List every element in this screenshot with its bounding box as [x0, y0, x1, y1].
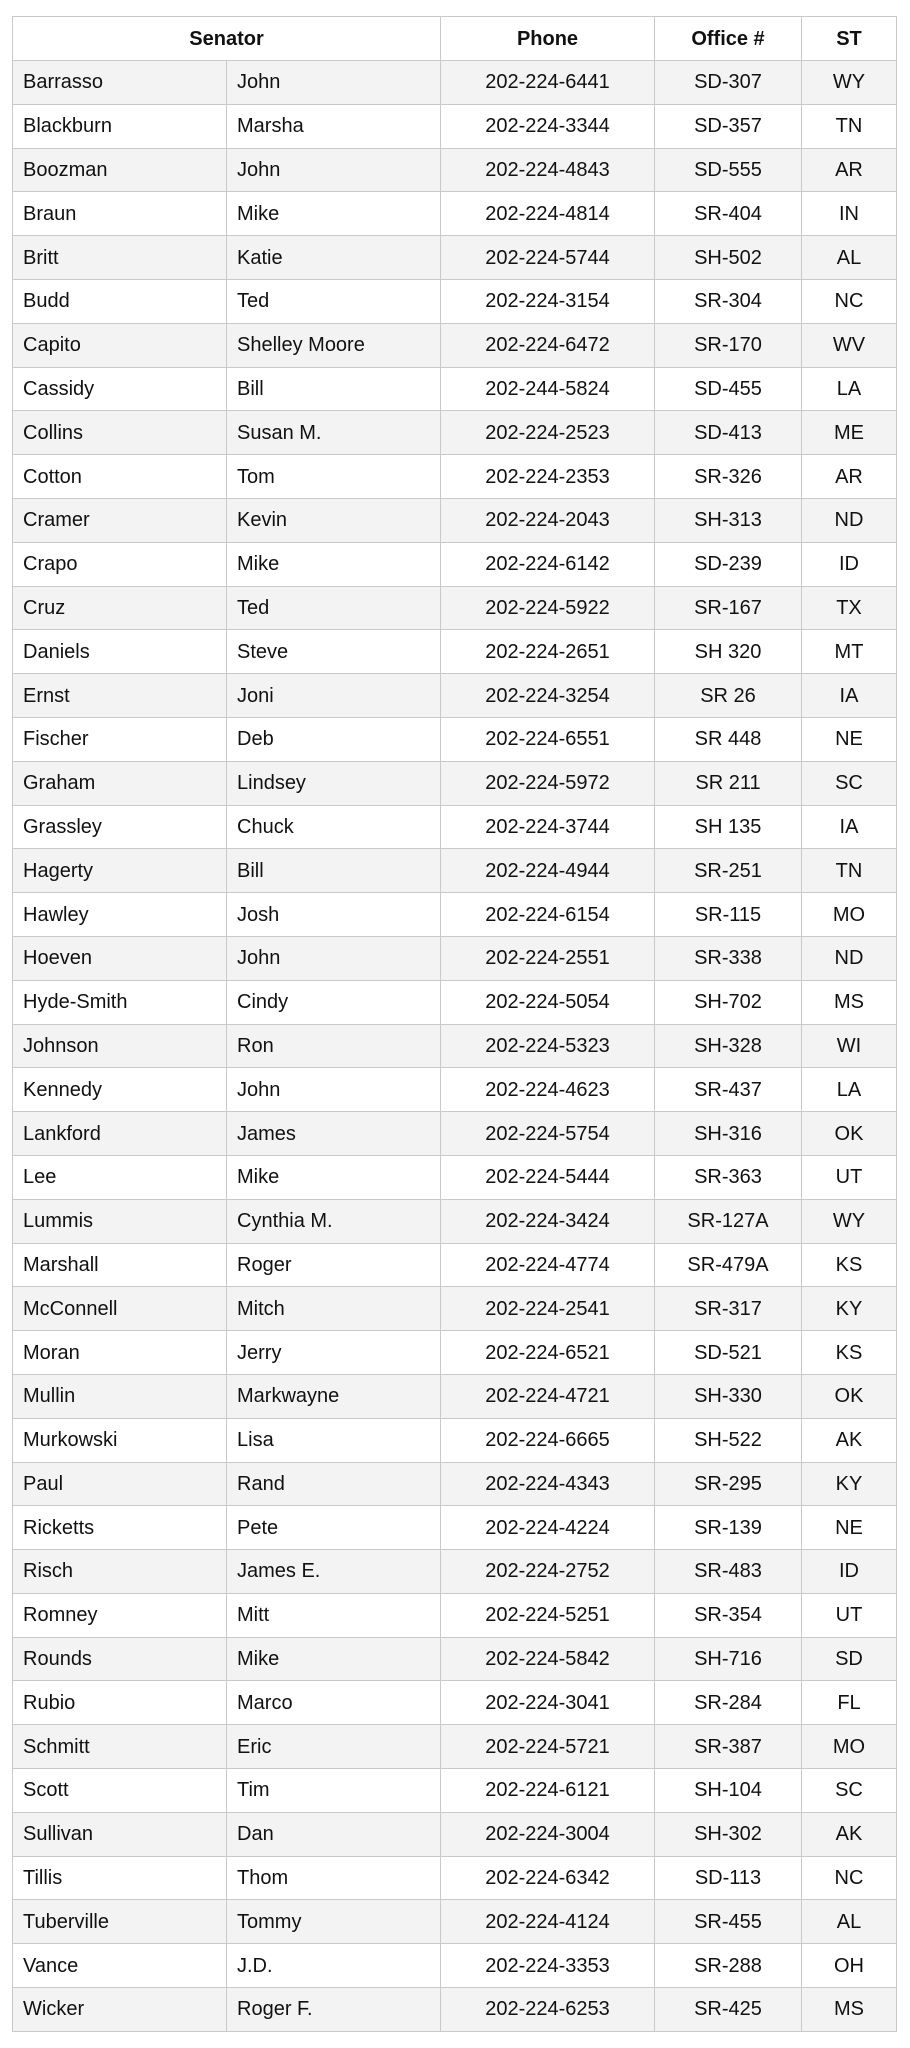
last-name-cell: Lee — [13, 1155, 227, 1199]
first-name-cell: Marsha — [227, 104, 441, 148]
last-name-cell: Mullin — [13, 1374, 227, 1418]
office-cell: SH-104 — [655, 1769, 802, 1813]
last-name-cell: Cassidy — [13, 367, 227, 411]
last-name-cell: Johnson — [13, 1024, 227, 1068]
first-name-cell: Tom — [227, 455, 441, 499]
first-name-cell: Roger — [227, 1243, 441, 1287]
table-row — [13, 1769, 897, 1813]
phone-cell: 202-224-2353 — [441, 455, 655, 499]
table-row — [13, 279, 897, 323]
phone-cell: 202-224-3353 — [441, 1944, 655, 1988]
last-name-cell: Cruz — [13, 586, 227, 630]
last-name-cell: Braun — [13, 192, 227, 236]
last-name-cell: Capito — [13, 323, 227, 367]
office-cell: SH-302 — [655, 1812, 802, 1856]
table-row — [13, 1812, 897, 1856]
table-row — [13, 1374, 897, 1418]
phone-cell: 202-224-5444 — [441, 1155, 655, 1199]
table-row — [13, 849, 897, 893]
office-cell: SH-316 — [655, 1112, 802, 1156]
last-name-cell: Schmitt — [13, 1725, 227, 1769]
table-row — [13, 1725, 897, 1769]
first-name-cell: Eric — [227, 1725, 441, 1769]
office-cell: SH-328 — [655, 1024, 802, 1068]
last-name-cell: Scott — [13, 1769, 227, 1813]
phone-cell: 202-224-3344 — [441, 104, 655, 148]
table-row — [13, 367, 897, 411]
table-row — [13, 936, 897, 980]
office-cell: SR-251 — [655, 849, 802, 893]
state-cell: MT — [802, 630, 897, 674]
header-row — [13, 17, 897, 61]
office-cell: SR-455 — [655, 1900, 802, 1944]
table-row — [13, 1155, 897, 1199]
office-cell: SR 448 — [655, 717, 802, 761]
first-name-cell: Shelley Moore — [227, 323, 441, 367]
office-cell: SD-521 — [655, 1331, 802, 1375]
phone-cell: 202-224-3041 — [441, 1681, 655, 1725]
last-name-cell: Romney — [13, 1593, 227, 1637]
state-cell: KS — [802, 1331, 897, 1375]
state-cell: LA — [802, 367, 897, 411]
state-cell: TX — [802, 586, 897, 630]
header-phone: Phone — [441, 17, 655, 61]
senator-directory — [12, 16, 896, 2032]
office-cell: SR-425 — [655, 1988, 802, 2032]
state-cell: IA — [802, 674, 897, 718]
table-row — [13, 236, 897, 280]
phone-cell: 202-224-6665 — [441, 1418, 655, 1462]
table-row — [13, 1637, 897, 1681]
table-row — [13, 1506, 897, 1550]
last-name-cell: Kennedy — [13, 1068, 227, 1112]
state-cell: SC — [802, 761, 897, 805]
state-cell: IN — [802, 192, 897, 236]
last-name-cell: Blackburn — [13, 104, 227, 148]
table-row — [13, 1243, 897, 1287]
table-row — [13, 1988, 897, 2032]
last-name-cell: Hyde-Smith — [13, 980, 227, 1024]
table-row — [13, 1024, 897, 1068]
senator-table — [12, 16, 897, 2032]
first-name-cell: James E. — [227, 1550, 441, 1594]
office-cell: SD-455 — [655, 367, 802, 411]
last-name-cell: Rounds — [13, 1637, 227, 1681]
first-name-cell: John — [227, 936, 441, 980]
first-name-cell: J.D. — [227, 1944, 441, 1988]
table-row — [13, 192, 897, 236]
first-name-cell: Mike — [227, 1155, 441, 1199]
first-name-cell: John — [227, 1068, 441, 1112]
last-name-cell: Boozman — [13, 148, 227, 192]
office-cell: SR-483 — [655, 1550, 802, 1594]
table-row — [13, 1331, 897, 1375]
table-row — [13, 717, 897, 761]
last-name-cell: Vance — [13, 1944, 227, 1988]
state-cell: IA — [802, 805, 897, 849]
first-name-cell: Cindy — [227, 980, 441, 1024]
last-name-cell: Wicker — [13, 1988, 227, 2032]
first-name-cell: James — [227, 1112, 441, 1156]
state-cell: LA — [802, 1068, 897, 1112]
office-cell: SH-716 — [655, 1637, 802, 1681]
state-cell: ID — [802, 542, 897, 586]
last-name-cell: McConnell — [13, 1287, 227, 1331]
office-cell: SR-288 — [655, 1944, 802, 1988]
first-name-cell: Roger F. — [227, 1988, 441, 2032]
phone-cell: 202-224-5972 — [441, 761, 655, 805]
state-cell: UT — [802, 1155, 897, 1199]
office-cell: SD-357 — [655, 104, 802, 148]
last-name-cell: Rubio — [13, 1681, 227, 1725]
last-name-cell: Paul — [13, 1462, 227, 1506]
first-name-cell: Chuck — [227, 805, 441, 849]
first-name-cell: Kevin — [227, 498, 441, 542]
table-row — [13, 1944, 897, 1988]
phone-cell: 202-224-5922 — [441, 586, 655, 630]
first-name-cell: Mike — [227, 192, 441, 236]
first-name-cell: Bill — [227, 849, 441, 893]
last-name-cell: Crapo — [13, 542, 227, 586]
phone-cell: 202-224-5323 — [441, 1024, 655, 1068]
state-cell: OH — [802, 1944, 897, 1988]
first-name-cell: Cynthia M. — [227, 1199, 441, 1243]
first-name-cell: Dan — [227, 1812, 441, 1856]
phone-cell: 202-224-2541 — [441, 1287, 655, 1331]
first-name-cell: Steve — [227, 630, 441, 674]
first-name-cell: John — [227, 61, 441, 105]
phone-cell: 202-224-2551 — [441, 936, 655, 980]
state-cell: NE — [802, 1506, 897, 1550]
first-name-cell: Markwayne — [227, 1374, 441, 1418]
first-name-cell: Lindsey — [227, 761, 441, 805]
phone-cell: 202-224-4814 — [441, 192, 655, 236]
state-cell: KY — [802, 1462, 897, 1506]
office-cell: SH 135 — [655, 805, 802, 849]
first-name-cell: Rand — [227, 1462, 441, 1506]
phone-cell: 202-224-4343 — [441, 1462, 655, 1506]
last-name-cell: Fischer — [13, 717, 227, 761]
office-cell: SH 320 — [655, 630, 802, 674]
table-row — [13, 1681, 897, 1725]
state-cell: AL — [802, 236, 897, 280]
state-cell: MO — [802, 893, 897, 937]
last-name-cell: Budd — [13, 279, 227, 323]
table-row — [13, 104, 897, 148]
phone-cell: 202-224-3154 — [441, 279, 655, 323]
state-cell: ID — [802, 1550, 897, 1594]
phone-cell: 202-224-3424 — [441, 1199, 655, 1243]
table-row — [13, 586, 897, 630]
first-name-cell: Mike — [227, 542, 441, 586]
office-cell: SR-404 — [655, 192, 802, 236]
state-cell: KY — [802, 1287, 897, 1331]
last-name-cell: Lummis — [13, 1199, 227, 1243]
table-row — [13, 455, 897, 499]
table-body — [13, 61, 897, 2032]
first-name-cell: Thom — [227, 1856, 441, 1900]
state-cell: SD — [802, 1637, 897, 1681]
state-cell: WI — [802, 1024, 897, 1068]
office-cell: SD-239 — [655, 542, 802, 586]
last-name-cell: Ricketts — [13, 1506, 227, 1550]
table-row — [13, 1550, 897, 1594]
office-cell: SH-522 — [655, 1418, 802, 1462]
office-cell: SR-479A — [655, 1243, 802, 1287]
table-row — [13, 323, 897, 367]
state-cell: TN — [802, 104, 897, 148]
first-name-cell: Josh — [227, 893, 441, 937]
state-cell: ME — [802, 411, 897, 455]
state-cell: WY — [802, 1199, 897, 1243]
office-cell: SR-167 — [655, 586, 802, 630]
last-name-cell: Collins — [13, 411, 227, 455]
table-row — [13, 148, 897, 192]
office-cell: SH-330 — [655, 1374, 802, 1418]
state-cell: UT — [802, 1593, 897, 1637]
phone-cell: 202-224-6551 — [441, 717, 655, 761]
table-row — [13, 805, 897, 849]
first-name-cell: Pete — [227, 1506, 441, 1550]
table-row — [13, 630, 897, 674]
first-name-cell: Katie — [227, 236, 441, 280]
first-name-cell: Lisa — [227, 1418, 441, 1462]
last-name-cell: Murkowski — [13, 1418, 227, 1462]
state-cell: WV — [802, 323, 897, 367]
office-cell: SD-413 — [655, 411, 802, 455]
state-cell: MS — [802, 980, 897, 1024]
first-name-cell: Marco — [227, 1681, 441, 1725]
phone-cell: 202-224-4944 — [441, 849, 655, 893]
office-cell: SR-284 — [655, 1681, 802, 1725]
table-row — [13, 61, 897, 105]
state-cell: AR — [802, 148, 897, 192]
state-cell: FL — [802, 1681, 897, 1725]
office-cell: SR-437 — [655, 1068, 802, 1112]
first-name-cell: Bill — [227, 367, 441, 411]
phone-cell: 202-224-6154 — [441, 893, 655, 937]
first-name-cell: John — [227, 148, 441, 192]
first-name-cell: Deb — [227, 717, 441, 761]
office-cell: SR-139 — [655, 1506, 802, 1550]
table-row — [13, 1418, 897, 1462]
phone-cell: 202-244-5824 — [441, 367, 655, 411]
office-cell: SR-354 — [655, 1593, 802, 1637]
phone-cell: 202-224-3744 — [441, 805, 655, 849]
table-row — [13, 1462, 897, 1506]
table-row — [13, 411, 897, 455]
table-row — [13, 542, 897, 586]
last-name-cell: Moran — [13, 1331, 227, 1375]
office-cell: SR-295 — [655, 1462, 802, 1506]
last-name-cell: Tuberville — [13, 1900, 227, 1944]
phone-cell: 202-224-2523 — [441, 411, 655, 455]
table-row — [13, 893, 897, 937]
last-name-cell: Graham — [13, 761, 227, 805]
state-cell: NC — [802, 1856, 897, 1900]
state-cell: SC — [802, 1769, 897, 1813]
table-row — [13, 1900, 897, 1944]
state-cell: OK — [802, 1112, 897, 1156]
first-name-cell: Tim — [227, 1769, 441, 1813]
office-cell: SD-555 — [655, 148, 802, 192]
first-name-cell: Mitt — [227, 1593, 441, 1637]
last-name-cell: Ernst — [13, 674, 227, 718]
office-cell: SR-170 — [655, 323, 802, 367]
header-office: Office # — [655, 17, 802, 61]
state-cell: AK — [802, 1418, 897, 1462]
first-name-cell: Joni — [227, 674, 441, 718]
state-cell: OK — [802, 1374, 897, 1418]
office-cell: SR-326 — [655, 455, 802, 499]
table-row — [13, 674, 897, 718]
phone-cell: 202-224-4124 — [441, 1900, 655, 1944]
office-cell: SR-317 — [655, 1287, 802, 1331]
last-name-cell: Cotton — [13, 455, 227, 499]
state-cell: TN — [802, 849, 897, 893]
phone-cell: 202-224-5842 — [441, 1637, 655, 1681]
table-row — [13, 1593, 897, 1637]
last-name-cell: Lankford — [13, 1112, 227, 1156]
office-cell: SR-127A — [655, 1199, 802, 1243]
last-name-cell: Hagerty — [13, 849, 227, 893]
first-name-cell: Ted — [227, 279, 441, 323]
office-cell: SH-313 — [655, 498, 802, 542]
last-name-cell: Hoeven — [13, 936, 227, 980]
header-state: ST — [802, 17, 897, 61]
table-row — [13, 498, 897, 542]
last-name-cell: Cramer — [13, 498, 227, 542]
first-name-cell: Ron — [227, 1024, 441, 1068]
table-row — [13, 980, 897, 1024]
table-row — [13, 1856, 897, 1900]
phone-cell: 202-224-6253 — [441, 1988, 655, 2032]
phone-cell: 202-224-4721 — [441, 1374, 655, 1418]
first-name-cell: Susan M. — [227, 411, 441, 455]
table-row — [13, 1287, 897, 1331]
phone-cell: 202-224-6142 — [441, 542, 655, 586]
office-cell: SR-304 — [655, 279, 802, 323]
last-name-cell: Hawley — [13, 893, 227, 937]
office-cell: SD-307 — [655, 61, 802, 105]
first-name-cell: Mike — [227, 1637, 441, 1681]
last-name-cell: Tillis — [13, 1856, 227, 1900]
phone-cell: 202-224-2651 — [441, 630, 655, 674]
office-cell: SR-115 — [655, 893, 802, 937]
office-cell: SH-502 — [655, 236, 802, 280]
office-cell: SR-363 — [655, 1155, 802, 1199]
state-cell: KS — [802, 1243, 897, 1287]
phone-cell: 202-224-6521 — [441, 1331, 655, 1375]
last-name-cell: Risch — [13, 1550, 227, 1594]
office-cell: SR-338 — [655, 936, 802, 980]
last-name-cell: Sullivan — [13, 1812, 227, 1856]
phone-cell: 202-224-5251 — [441, 1593, 655, 1637]
table-row — [13, 1068, 897, 1112]
state-cell: AK — [802, 1812, 897, 1856]
office-cell: SR 211 — [655, 761, 802, 805]
last-name-cell: Britt — [13, 236, 227, 280]
first-name-cell: Jerry — [227, 1331, 441, 1375]
table-row — [13, 761, 897, 805]
state-cell: NE — [802, 717, 897, 761]
header-senator: Senator — [13, 17, 441, 61]
phone-cell: 202-224-3254 — [441, 674, 655, 718]
phone-cell: 202-224-5754 — [441, 1112, 655, 1156]
phone-cell: 202-224-4774 — [441, 1243, 655, 1287]
office-cell: SH-702 — [655, 980, 802, 1024]
phone-cell: 202-224-4224 — [441, 1506, 655, 1550]
state-cell: AR — [802, 455, 897, 499]
phone-cell: 202-224-5721 — [441, 1725, 655, 1769]
phone-cell: 202-224-4623 — [441, 1068, 655, 1112]
state-cell: WY — [802, 61, 897, 105]
last-name-cell: Grassley — [13, 805, 227, 849]
last-name-cell: Daniels — [13, 630, 227, 674]
phone-cell: 202-224-3004 — [441, 1812, 655, 1856]
phone-cell: 202-224-6121 — [441, 1769, 655, 1813]
phone-cell: 202-224-4843 — [441, 148, 655, 192]
state-cell: AL — [802, 1900, 897, 1944]
phone-cell: 202-224-6342 — [441, 1856, 655, 1900]
office-cell: SD-113 — [655, 1856, 802, 1900]
state-cell: MS — [802, 1988, 897, 2032]
first-name-cell: Mitch — [227, 1287, 441, 1331]
office-cell: SR 26 — [655, 674, 802, 718]
last-name-cell: Marshall — [13, 1243, 227, 1287]
last-name-cell: Barrasso — [13, 61, 227, 105]
phone-cell: 202-224-5744 — [441, 236, 655, 280]
phone-cell: 202-224-5054 — [441, 980, 655, 1024]
first-name-cell: Ted — [227, 586, 441, 630]
state-cell: ND — [802, 498, 897, 542]
table-row — [13, 1199, 897, 1243]
table-row — [13, 1112, 897, 1156]
phone-cell: 202-224-2752 — [441, 1550, 655, 1594]
phone-cell: 202-224-6441 — [441, 61, 655, 105]
first-name-cell: Tommy — [227, 1900, 441, 1944]
office-cell: SR-387 — [655, 1725, 802, 1769]
state-cell: ND — [802, 936, 897, 980]
state-cell: MO — [802, 1725, 897, 1769]
phone-cell: 202-224-6472 — [441, 323, 655, 367]
phone-cell: 202-224-2043 — [441, 498, 655, 542]
state-cell: NC — [802, 279, 897, 323]
